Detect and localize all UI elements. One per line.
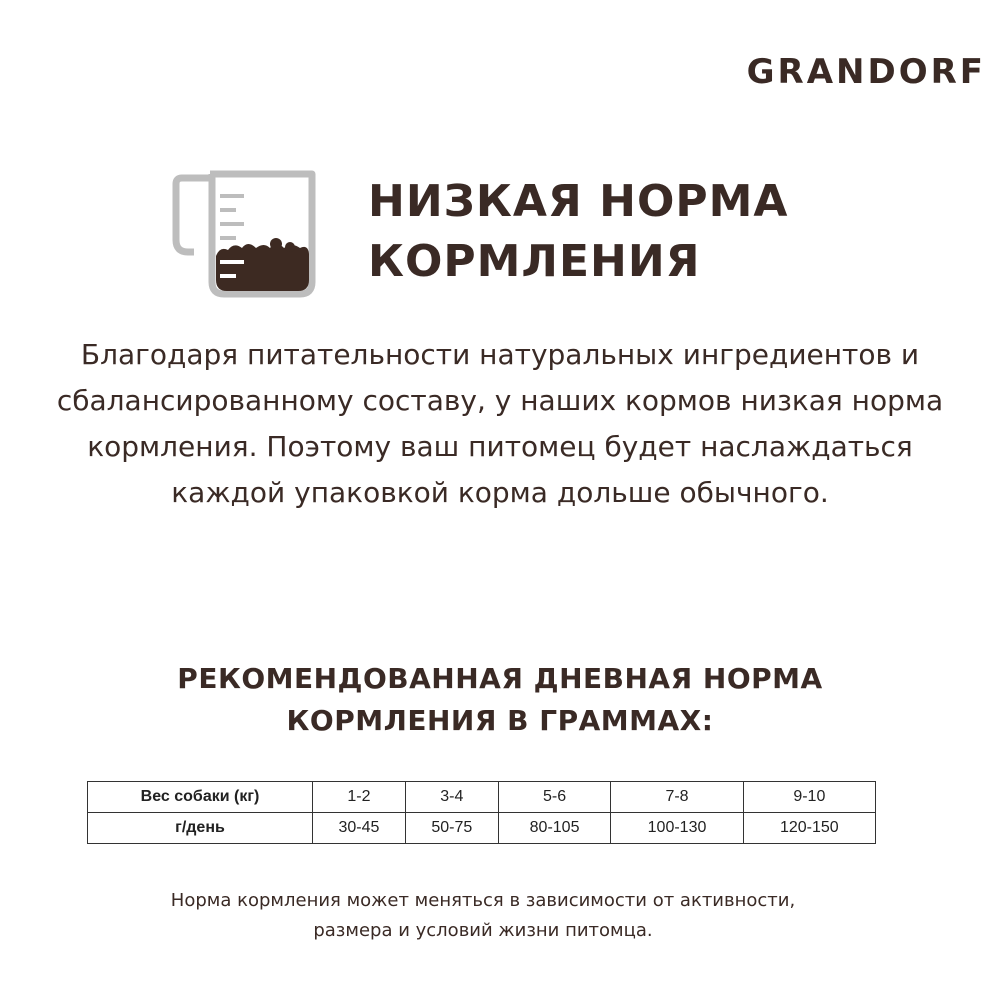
footnote [0, 886, 966, 946]
table-row-weight [88, 782, 876, 813]
grams-cell: 50-75 [405, 813, 498, 844]
weight-cell: 9-10 [743, 782, 875, 813]
grams-label: г/день [88, 813, 313, 844]
table-title-line-1: РЕКОМЕНДОВАННАЯ ДНЕВНАЯ НОРМА [177, 662, 823, 695]
grams-cell: 100-130 [611, 813, 743, 844]
brand-logo: GRANDORF [746, 52, 986, 92]
title-line-1: НИЗКАЯ НОРМА [368, 176, 789, 227]
grams-cell: 30-45 [313, 813, 406, 844]
weight-cell: 5-6 [498, 782, 611, 813]
weight-cell: 7-8 [611, 782, 743, 813]
weight-label: Вес собаки (кг) [88, 782, 313, 813]
intro-line: сбалансированному составу, у наших кормов низкая норма [56, 384, 944, 417]
footnote-line: размера и условий жизни питомца. [313, 920, 653, 941]
intro-line: каждой упаковкой корма дольше обычного. [171, 476, 829, 509]
measuring-cup-icon [172, 170, 322, 300]
table-title [0, 658, 1000, 742]
footnote-line: Норма кормления может меняться в зависимости от активности, [170, 890, 796, 911]
page-title [368, 172, 788, 292]
intro-paragraph [0, 332, 1000, 516]
intro-line: кормления. Поэтому ваш питомец будет наслаждаться [87, 430, 913, 463]
feeding-table [87, 781, 876, 844]
weight-cell: 3-4 [405, 782, 498, 813]
title-line-2: КОРМЛЕНИЯ [368, 236, 701, 287]
grams-cell: 120-150 [743, 813, 875, 844]
grams-cell: 80-105 [498, 813, 611, 844]
table-row-grams [88, 813, 876, 844]
intro-line: Благодаря питательности натуральных ингредиентов и [80, 338, 920, 371]
table-title-line-2: КОРМЛЕНИЯ В ГРАММАХ: [286, 704, 714, 737]
weight-cell: 1-2 [313, 782, 406, 813]
